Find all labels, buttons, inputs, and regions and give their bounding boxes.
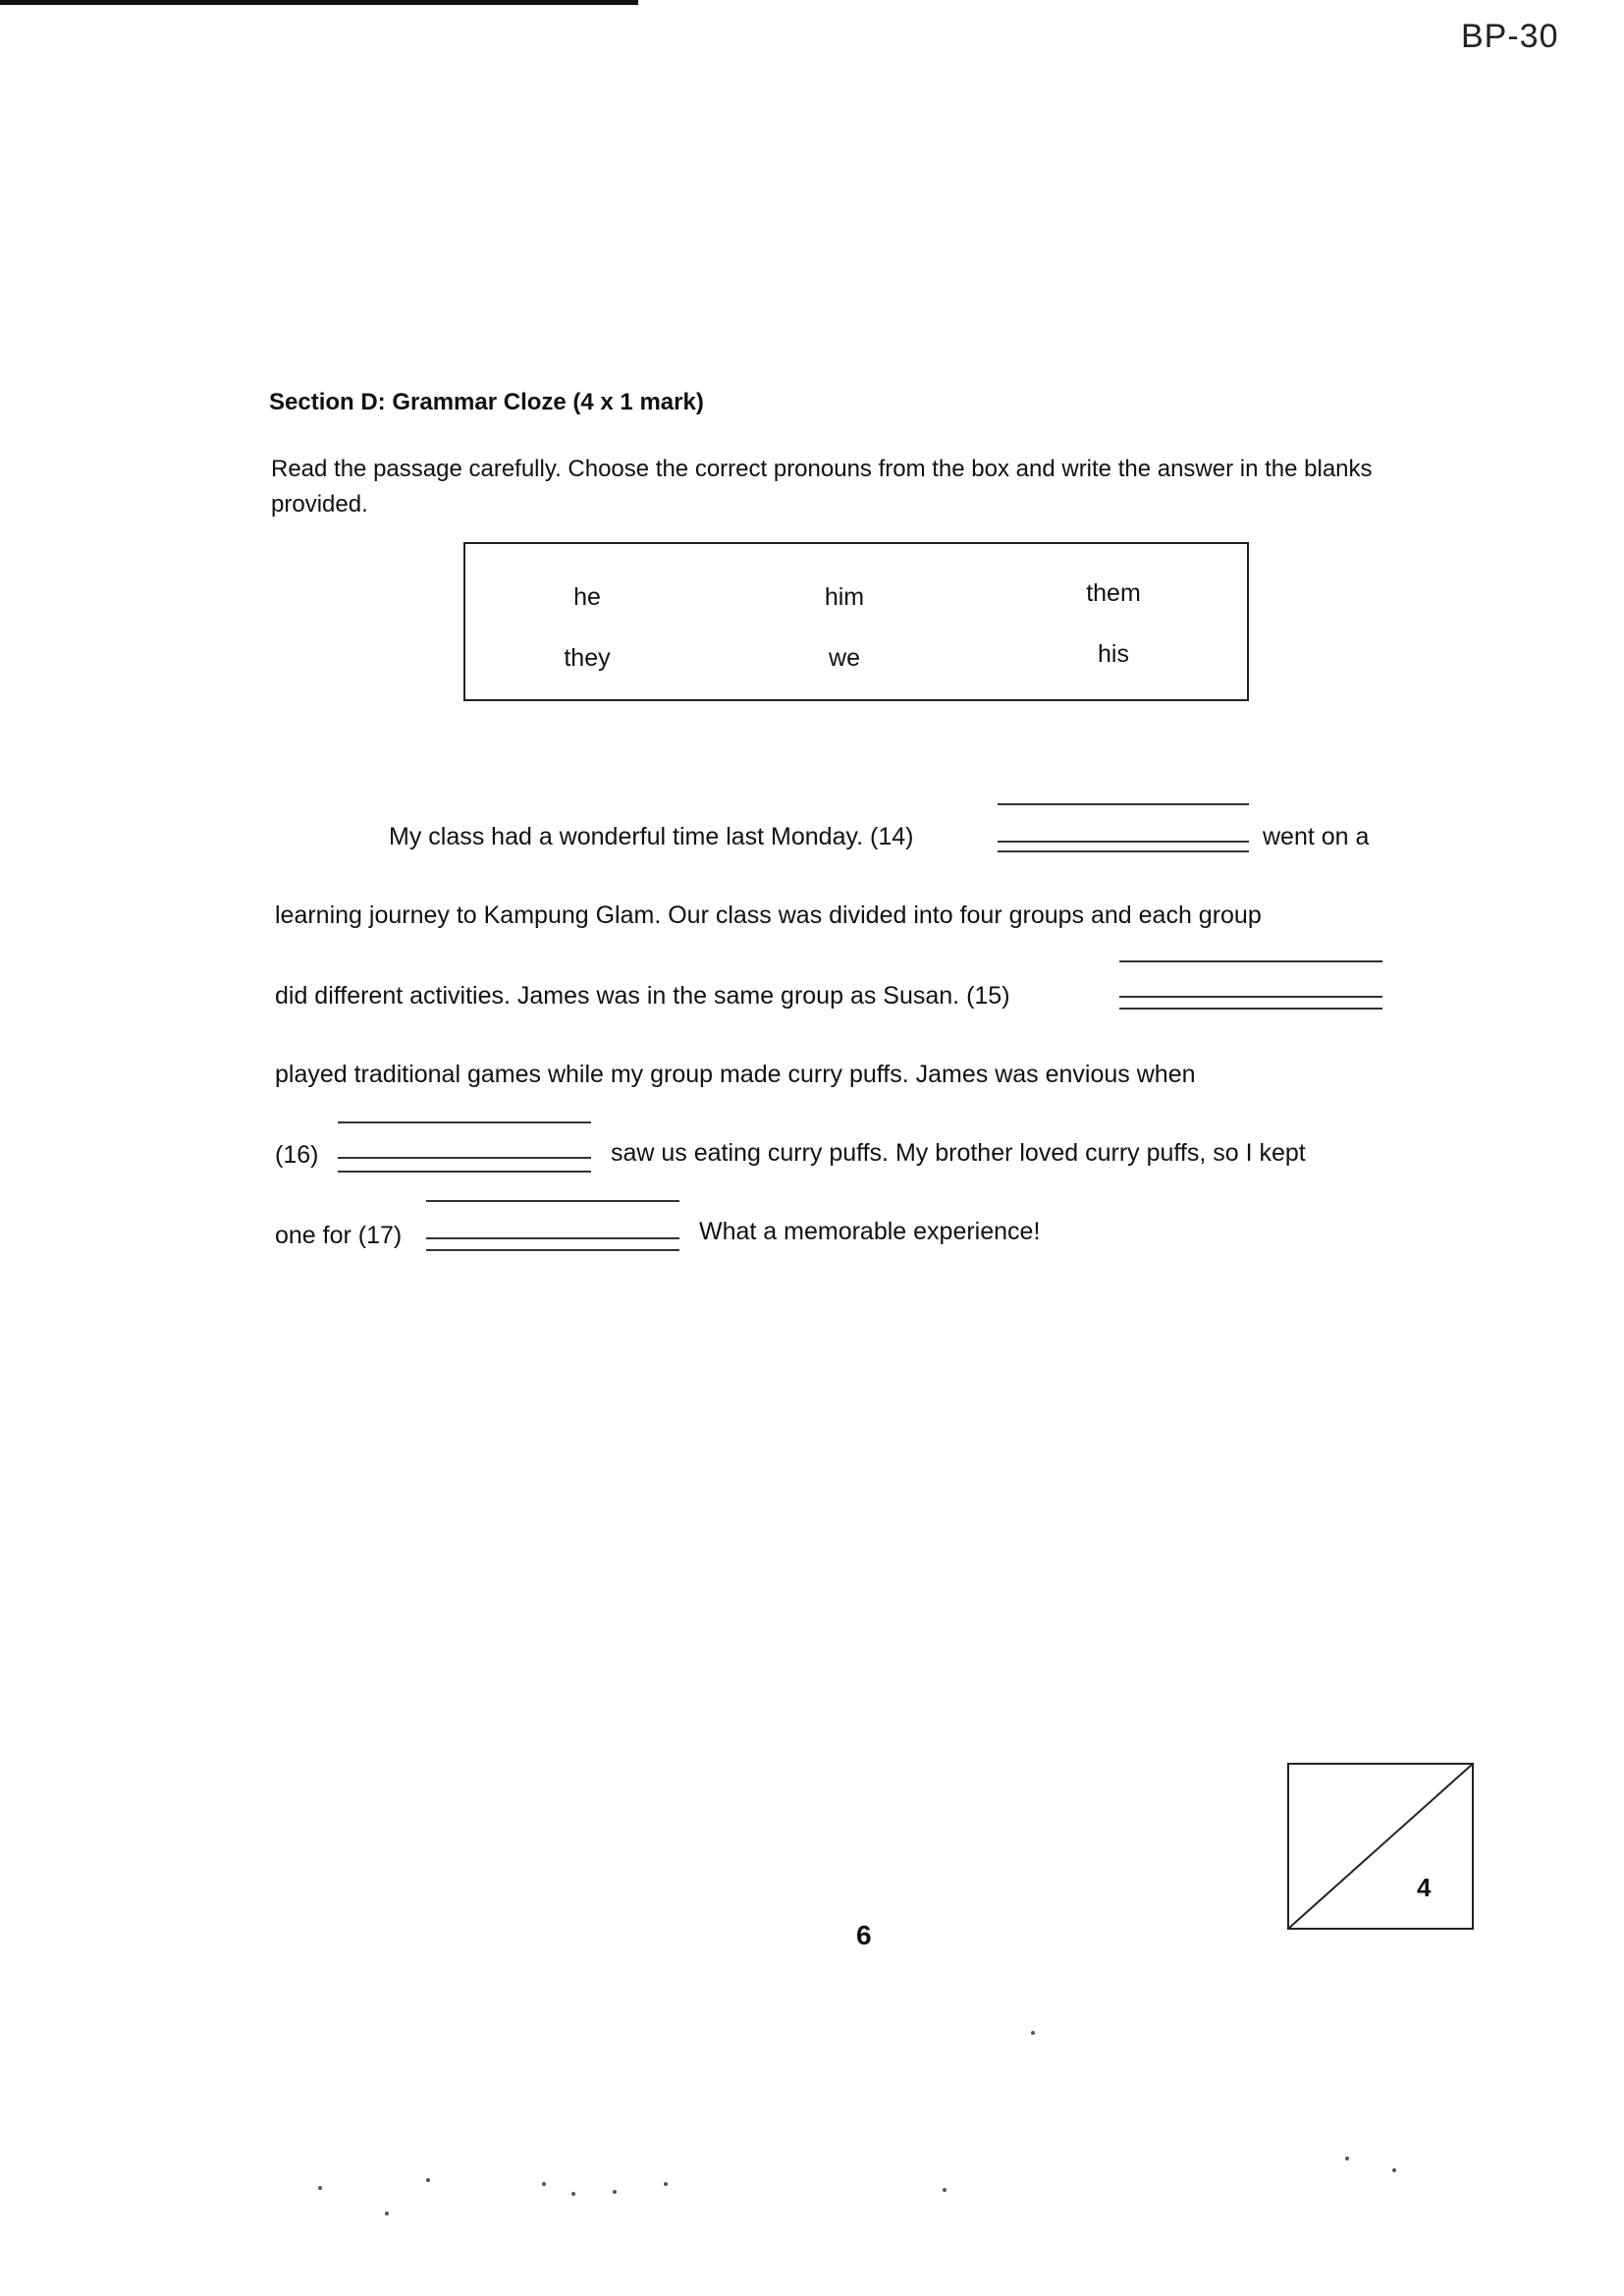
passage-line-1a: My class had a wonderful time last Monday. (14) — [389, 823, 914, 850]
scan-speck — [385, 2212, 389, 2215]
passage-line-1b: went on a — [1263, 823, 1370, 850]
answer-blank-17-top — [426, 1200, 679, 1202]
answer-blank-15[interactable] — [1119, 996, 1382, 998]
score-box — [1287, 1763, 1474, 1930]
passage-line-3: did different activities. James was in the same group as Susan. (15) — [275, 982, 1010, 1010]
passage-line-4: played traditional games while my group made curry puffs. James was envious when — [275, 1061, 1196, 1088]
scan-speck — [1031, 2031, 1035, 2035]
answer-blank-16-top — [338, 1121, 591, 1123]
scan-speck — [318, 2186, 322, 2190]
passage-line-5a: (16) — [275, 1141, 319, 1169]
answer-blank-14-bottom — [998, 850, 1249, 852]
word-option: they — [564, 644, 611, 672]
word-option: him — [824, 583, 865, 611]
answer-blank-17-bottom — [426, 1249, 679, 1251]
word-option: we — [829, 644, 860, 672]
score-total: 4 — [1417, 1873, 1432, 1902]
scan-speck — [613, 2190, 617, 2194]
section-instruction: Read the passage carefully. Choose the correct pronouns from the box and write the answer in the blanks provided. — [271, 456, 1373, 518]
passage-line-6a: one for (17) — [275, 1222, 403, 1249]
scan-speck — [1392, 2168, 1396, 2172]
word-option: his — [1098, 640, 1129, 668]
answer-blank-15-bottom — [1119, 1008, 1382, 1010]
scan-speck — [943, 2188, 947, 2192]
scan-speck — [426, 2178, 430, 2182]
passage-line-2: learning journey to Kampung Glam. Our class was divided into four groups and each group — [275, 902, 1262, 929]
section-heading: Section D: Grammar Cloze (4 x 1 mark) — [269, 389, 704, 415]
page-number: 6 — [856, 1920, 872, 1950]
passage-line-5b: saw us eating curry puffs. My brother loved curry puffs, so I kept — [611, 1139, 1306, 1167]
pronoun-word-box — [463, 542, 1249, 701]
top-border-line — [0, 0, 638, 5]
answer-blank-15-top — [1119, 960, 1382, 962]
scan-speck — [1345, 2157, 1349, 2160]
scan-speck — [542, 2182, 546, 2186]
answer-blank-17[interactable] — [426, 1237, 679, 1239]
scan-speck — [571, 2192, 575, 2196]
answer-blank-14-top — [998, 803, 1249, 805]
word-option: them — [1086, 579, 1141, 607]
passage-line-6b: What a memorable experience! — [699, 1218, 1041, 1245]
answer-blank-16[interactable] — [338, 1157, 591, 1159]
page-code: BP-30 — [1461, 18, 1559, 55]
answer-blank-16-bottom — [338, 1171, 591, 1173]
scan-speck — [664, 2182, 668, 2186]
answer-blank-14[interactable] — [998, 841, 1249, 843]
word-option: he — [573, 583, 601, 611]
